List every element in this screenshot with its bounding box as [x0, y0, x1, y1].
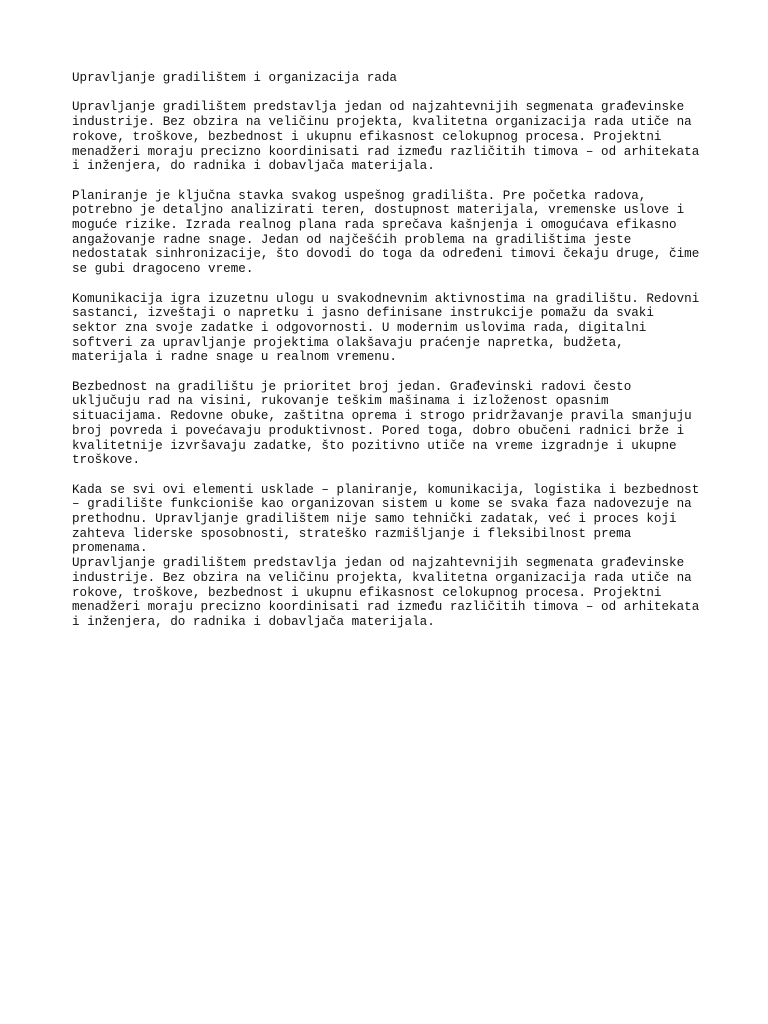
paragraph-6: Upravljanje gradilištem predstavlja jedan od najzahtevnijih segmenata građevinske industrije. Bez obzira na veličinu projekta, kvalitetna organizacija rada utiče na rokove, troškove, bezbednost i ukupnu efikasnost celokupnog procesa. Projektni menadžeri moraju precizno koordinisati rad između različitih timova – od arhitekata i inženjera, do radnika i dobavljača materijala. — [72, 556, 700, 629]
paragraph-4: Bezbednost na gradilištu je prioritet broj jedan. Građevinski radovi često uključuju rad na visini, rukovanje teškim mašinama i izloženost opasnim situacijama. Redovne obuke, zaštitna oprema i strogo pridržavanje pravila smanjuju broj povreda i povećavaju produktivnost. Pored toga, dobro obučeni radnici brže i kvalitetnije izvršavaju zadatke, što pozitivno utiče na vreme izgradnje i ukupne troškove. — [72, 379, 692, 468]
paragraph-3: Komunikacija igra izuzetnu ulogu u svakodnevnim aktivnostima na gradilištu. Redovni sastanci, izveštaji o napretku i jasno definisane instrukcije pomažu da svaki sektor zna svoje zadatke i odgovornosti. U modernim uslovima rada, digitalni softveri za upravljanje projektima olakšavaju praćenje napretka, budžeta, materijala i radne snage u realnom vremenu. — [72, 291, 700, 365]
document-title: Upravljanje gradilištem i organizacija rada — [72, 71, 397, 85]
paragraph-1: Upravljanje gradilištem predstavlja jedan od najzahtevnijih segmenata građevinske industrije. Bez obzira na veličinu projekta, kvalitetna organizacija rada utiče na rokove, troškove, bezbednost i ukupnu efikasnost celokupnog procesa. Projektni menadžeri moraju precizno koordinisati rad između različitih timova – od arhitekata i inženjera, do radnika i dobavljača materijala. — [72, 100, 700, 174]
document-page — [72, 71, 712, 630]
paragraph-2: Planiranje je ključna stavka svakog uspešnog gradilišta. Pre početka radova, potrebno je detaljno analizirati teren, dostupnost materijala, vremenske uslove i moguće rizike. Izrada realnog plana rada sprečava kašnjenja i omogućava efikasno angažovanje radne snage. Jedan od najčešćih problema na gradilištima jeste nedostatak sinhronizacije, što dovodi do toga da određeni timovi čekaju druge, čime se gubi dragoceno vreme. — [72, 188, 700, 277]
paragraph-5: Kada se svi ovi elementi usklade – planiranje, komunikacija, logistika i bezbednost – gradilište funkcioniše kao organizovan sistem u kome se svaka faza nadovezuje na prethodnu. Upravljanje gradilištem nije samo tehnički zadatak, već i proces koji zahteva liderske sposobnosti, strateško razmišljanje i fleksibilnost prema promenama. — [72, 482, 700, 556]
